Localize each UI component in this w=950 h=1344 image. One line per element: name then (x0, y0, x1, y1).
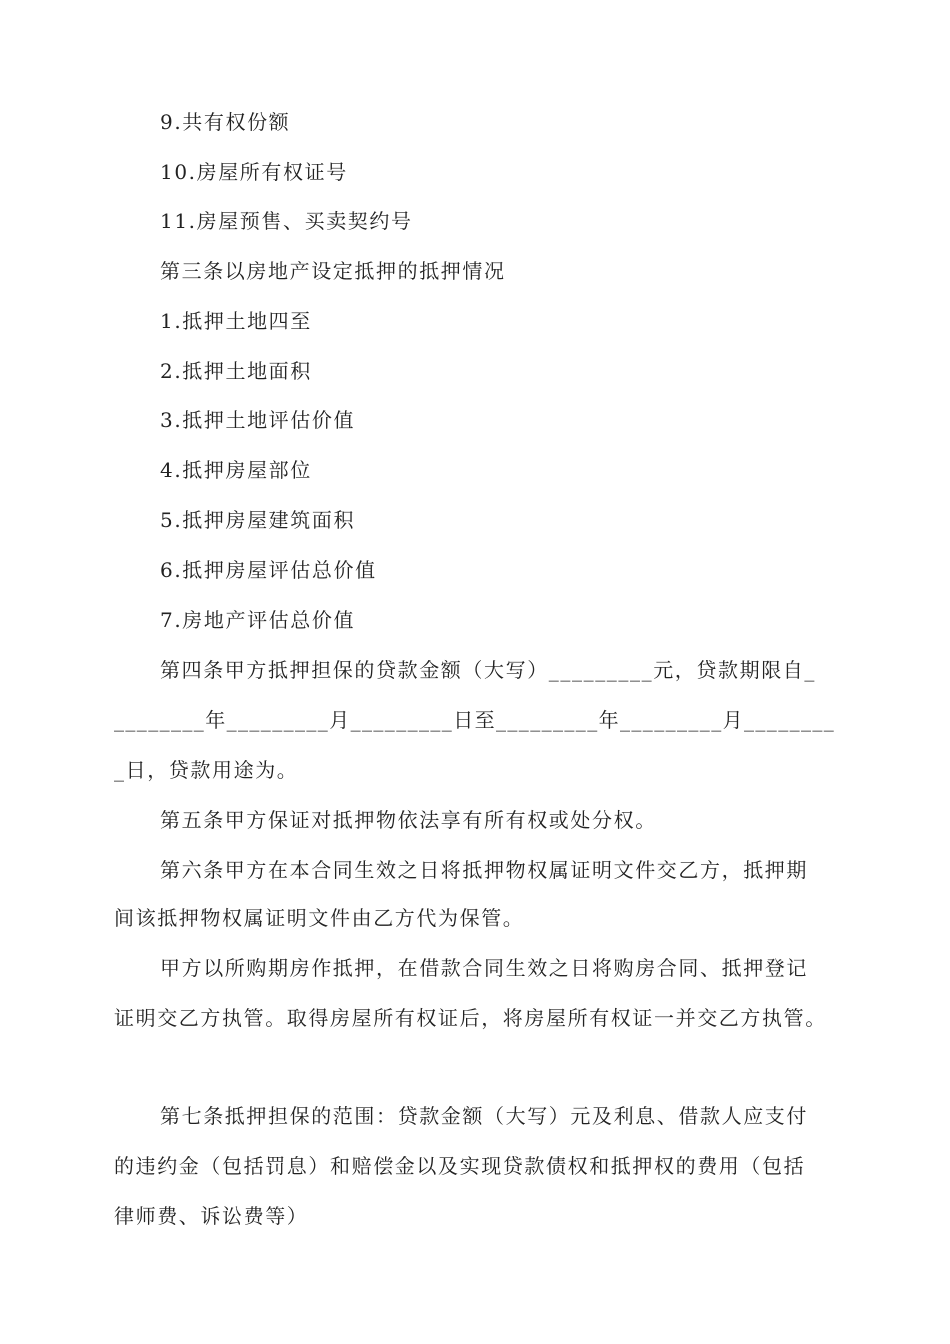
article-6-line-4: 证明交乙方执管。取得房屋所有权证后，将房屋所有权证一并交乙方执管。 (114, 1006, 827, 1030)
article-3-title: 第三条以房地产设定抵押的抵押情况 (160, 259, 506, 283)
article-3-item-2: 2.抵押土地面积 (160, 359, 312, 383)
article-3-item-6: 6.抵押房屋评估总价值 (160, 558, 377, 582)
article-3-item-3: 3.抵押土地评估价值 (160, 408, 356, 432)
article-6-line-3: 甲方以所购期房作抵押，在借款合同生效之日将购房合同、抵押登记 (160, 956, 808, 980)
article-3-item-5: 5.抵押房屋建筑面积 (160, 508, 356, 532)
article-7-line-1: 第七条抵押担保的范围：贷款金额（大写）元及利息、借款人应支付 (160, 1104, 808, 1128)
article-7-line-3: 律师费、诉讼费等） (114, 1204, 309, 1228)
item-11: 11.房屋预售、买卖契约号 (160, 209, 413, 233)
article-4-line-1: 第四条甲方抵押担保的贷款金额（大写）_________元，贷款期限自_ (160, 658, 816, 682)
article-5: 第五条甲方保证对抵押物依法享有所有权或处分权。 (160, 808, 657, 832)
article-3-item-4: 4.抵押房屋部位 (160, 458, 312, 482)
article-4-line-2: ________年_________月_________日至_________年_________月________ (114, 708, 836, 732)
article-6-line-2: 间该抵押物权属证明文件由乙方代为保管。 (114, 906, 525, 930)
item-10: 10.房屋所有权证号 (160, 160, 348, 184)
item-9: 9.共有权份额 (160, 110, 291, 134)
article-7-line-2: 的违约金（包括罚息）和赔偿金以及实现贷款债权和抵押权的费用（包括 (114, 1154, 806, 1178)
article-6-line-1: 第六条甲方在本合同生效之日将抵押物权属证明文件交乙方，抵押期 (160, 858, 808, 882)
article-3-item-1: 1.抵押土地四至 (160, 309, 312, 333)
article-4-line-3: _日，贷款用途为。 (114, 758, 299, 782)
article-3-item-7: 7.房地产评估总价值 (160, 608, 356, 632)
